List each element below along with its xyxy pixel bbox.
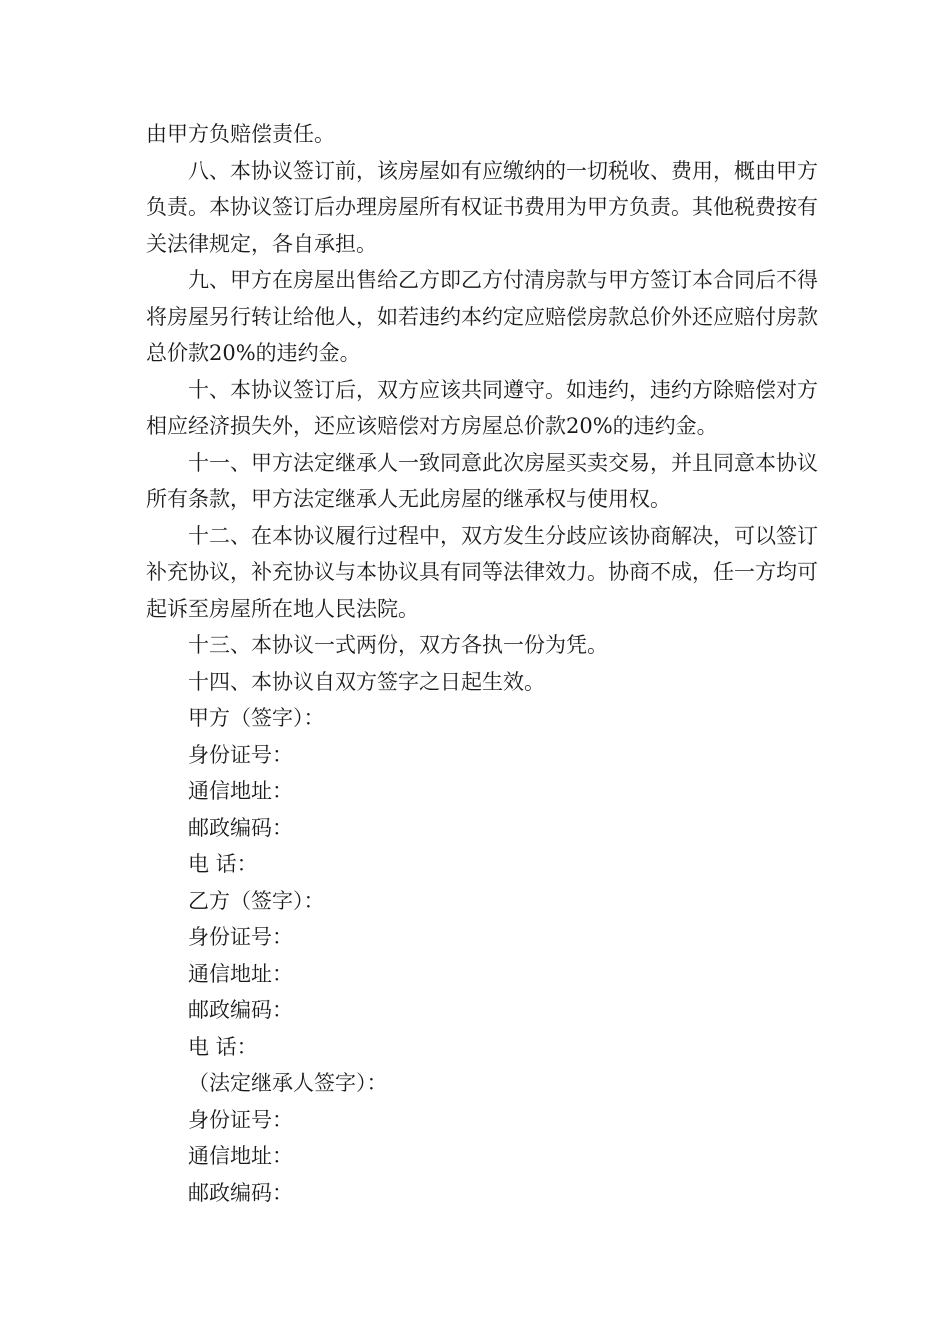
heir-signature-label: （法定继承人签字）： bbox=[188, 1071, 388, 1095]
party-b-id-label: 身份证号： bbox=[188, 925, 293, 949]
party-a-phone-label: 电 话： bbox=[188, 852, 258, 876]
party-b-postal-label: 邮政编码： bbox=[188, 998, 293, 1022]
party-a-id-label: 身份证号： bbox=[188, 742, 293, 767]
clause-11: 十一、甲方法定继承人一致同意此次房屋买卖交易，并且同意本协议所有条款，甲方法定继承人无此房屋的继承权与使用权。 bbox=[146, 450, 818, 511]
clause-13: 十三、本协议一式两份，双方各执一份为凭。 bbox=[188, 633, 608, 657]
party-b-block bbox=[146, 883, 818, 1066]
party-a-postal-label: 邮政编码： bbox=[188, 815, 293, 840]
contract-body bbox=[146, 116, 818, 1211]
party-a-block bbox=[146, 700, 818, 883]
party-a-address-label: 通信地址： bbox=[188, 779, 293, 803]
heir-address-label: 通信地址： bbox=[188, 1144, 293, 1168]
party-b-address-label: 通信地址： bbox=[188, 961, 293, 986]
clause-14: 十四、本协议自双方签字之日起生效。 bbox=[188, 669, 545, 694]
party-b-signature-label: 乙方（签字）： bbox=[188, 888, 325, 913]
heir-postal-label: 邮政编码： bbox=[188, 1180, 293, 1205]
clause-12: 十二、在本协议履行过程中，双方发生分歧应该协商解决，可以签订补充协议，补充协议与本协议具有同等法律效力。协商不成，任一方均可起诉至房屋所在地人民法院。 bbox=[146, 523, 818, 621]
clause-9: 九、甲方在房屋出售给乙方即乙方付清房款与甲方签订本合同后不得将房屋另行转让给他人，如若违约本约定应赔偿房款总价外还应赔付房款总价款20%的违约金。 bbox=[146, 268, 818, 365]
clause-10: 十、本协议签订后，双方应该共同遵守。如违约，违约方除赔偿对方相应经济损失外，还应该赔偿对方房屋总价款20%的违约金。 bbox=[146, 377, 818, 438]
heir-id-label: 身份证号： bbox=[188, 1107, 293, 1132]
party-b-phone-label: 电 话： bbox=[188, 1034, 258, 1059]
heir-block bbox=[146, 1065, 818, 1211]
party-a-signature-label: 甲方（签字）： bbox=[188, 706, 325, 730]
paragraph-continuation: 由甲方负赔偿责任。 bbox=[146, 122, 335, 146]
clause-8: 八、本协议签订前，该房屋如有应缴纳的一切税收、费用，概由甲方负责。本协议签订后办理房屋所有权证书费用为甲方负责。其他税费按有关法律规定，各自承担。 bbox=[146, 158, 818, 256]
